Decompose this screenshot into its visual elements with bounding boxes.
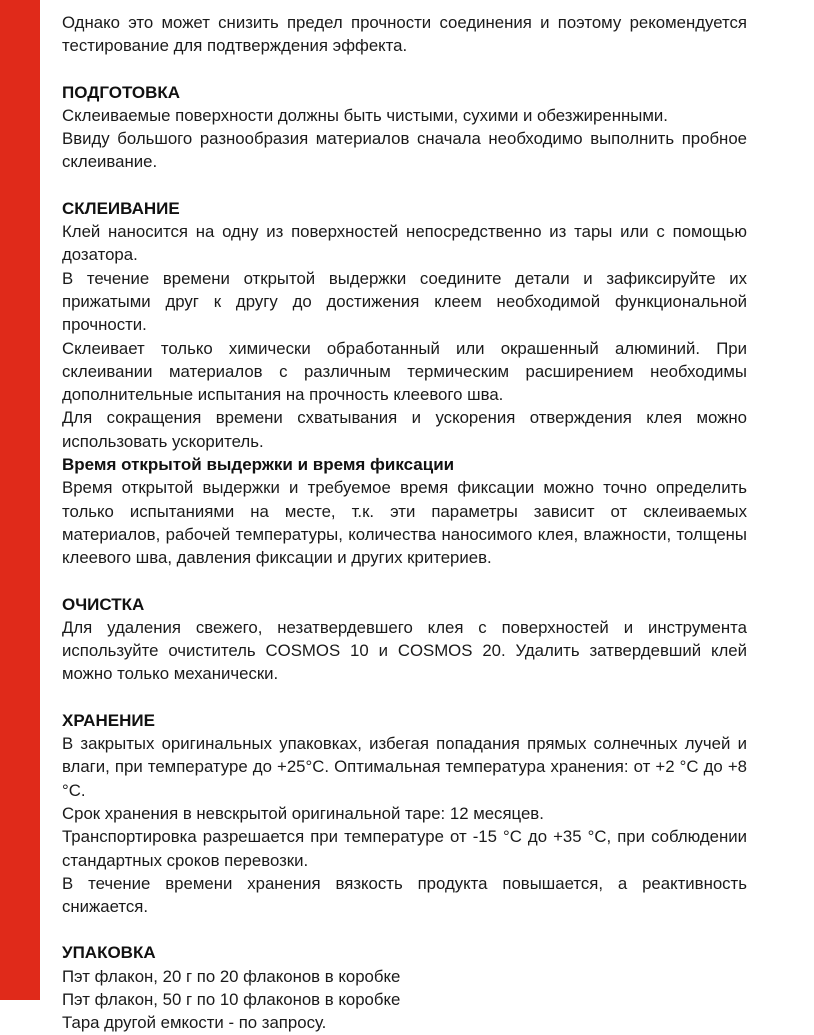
cleaning-heading: ОЧИСТКА bbox=[62, 594, 145, 614]
bonding-paragraph: Склеивает только химически обработанный или окрашенный алюминий. При склеивании материалов с различным термическим расширением необходимы дополнительные испытания на прочность клеевого шва. bbox=[62, 338, 747, 405]
preparation-section bbox=[62, 81, 747, 174]
red-accent-bar bbox=[0, 0, 40, 1000]
open-time-paragraph: Время открытой выдержки и требуемое время фиксации можно точно определить только испытаниями на месте, т.к. эти параметры зависит от склеиваемых материалов, рабочей температуры, количества наносимого клея, влажности, толщены клеевого шва, давления фиксации и других критериев. bbox=[62, 478, 747, 568]
section-gap bbox=[62, 58, 747, 81]
document-body bbox=[62, 11, 747, 1035]
open-time-subheading: Время открытой выдержки и время фиксации bbox=[62, 455, 455, 475]
packaging-heading: УПАКОВКА bbox=[62, 943, 156, 963]
section-gap bbox=[62, 570, 747, 593]
bonding-paragraph: Для сокращения времени схватывания и ускорения отверждения клея можно использовать ускоритель. bbox=[62, 408, 747, 451]
preparation-paragraph: Ввиду большого разнообразия материалов сначала необходимо выполнить пробное склеивание. bbox=[62, 129, 747, 172]
cleaning-paragraph: Для удаления свежего, незатвердевшего клея с поверхностей и инструмента используйте очиститель COSMOS 10 и COSMOS 20. Удалить затвердевший клей можно только механически. bbox=[62, 617, 747, 684]
section-gap bbox=[62, 918, 747, 941]
packaging-item: Пэт флакон, 50 г по 10 флаконов в коробке bbox=[62, 989, 401, 1009]
storage-paragraph: В течение времени хранения вязкость продукта повышается, а реактивность снижается. bbox=[62, 873, 747, 917]
packaging-item: Пэт флакон, 20 г по 20 флаконов в коробке bbox=[62, 966, 401, 986]
bonding-heading: СКЛЕИВАНИЕ bbox=[62, 198, 180, 218]
section-gap bbox=[62, 174, 747, 197]
cleaning-section bbox=[62, 593, 747, 686]
bonding-section bbox=[62, 197, 747, 570]
storage-paragraph: Срок хранения в невскрытой оригинальной таре: 12 месяцев. bbox=[62, 803, 544, 823]
storage-paragraph: В закрытых оригинальных упаковках, избегая попадания прямых солнечных лучей и влаги, при температуре до +25°C. Оптимальная температура хранения: от +2 °C до +8 °C. bbox=[62, 734, 747, 800]
storage-section bbox=[62, 709, 747, 919]
preparation-heading: ПОДГОТОВКА bbox=[62, 82, 181, 102]
bonding-paragraph: В течение времени открытой выдержки соедините детали и зафиксируйте их прижатыми друг к другу до достижения клеем необходимой функциональной прочности. bbox=[62, 268, 747, 335]
packaging-section bbox=[62, 941, 747, 1034]
packaging-item: Тара другой емкости - по запросу. bbox=[62, 1013, 327, 1033]
intro-paragraph: Однако это может снизить предел прочности соединения и поэтому рекомендуется тестирование для подтверждения эффекта. bbox=[62, 13, 747, 56]
bonding-paragraph: Клей наносится на одну из поверхностей непосредственно из тары или с помощью дозатора. bbox=[62, 222, 747, 265]
preparation-paragraph: Склеиваемые поверхности должны быть чистыми, сухими и обезжиренными. bbox=[62, 105, 668, 125]
storage-paragraph: Транспортировка разрешается при температуре от -15 °C до +35 °C, при соблюдении стандартных сроков перевозки. bbox=[62, 827, 747, 870]
storage-heading: ХРАНЕНИЕ bbox=[62, 710, 155, 730]
section-gap bbox=[62, 686, 747, 709]
